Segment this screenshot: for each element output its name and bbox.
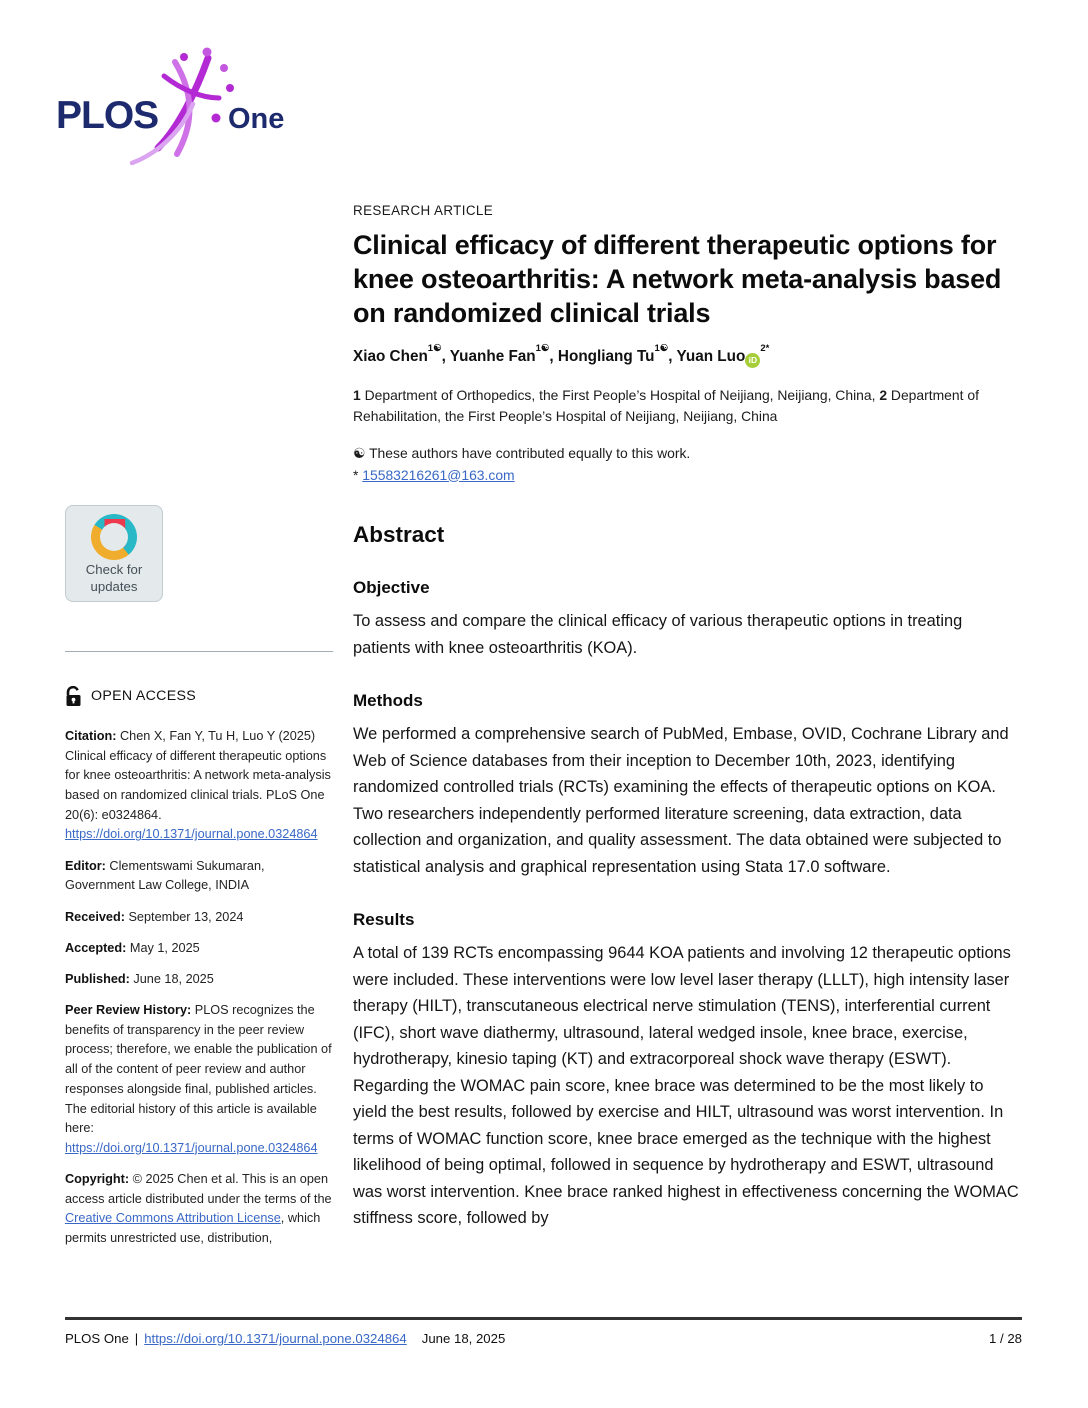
accepted-date: May 1, 2025 (129, 940, 200, 955)
orcid-icon[interactable]: iD (745, 353, 760, 368)
bookmark-icon (104, 519, 125, 547)
published-date: June 18, 2025 (133, 971, 214, 986)
footer-separator: | (134, 1331, 139, 1346)
author-name: Yuan Luo (676, 348, 746, 366)
equal-contribution-text: These authors have contributed equally to this work. (369, 445, 691, 462)
corresponding-email-line (353, 465, 1019, 487)
received-date: September 13, 2024 (128, 909, 244, 924)
open-access-label: OPEN ACCESS (91, 688, 197, 704)
published-block (65, 970, 333, 990)
affil-text: Department of Orthopedics, the First People’s Hospital of Neijiang, Neijiang, China, (360, 387, 880, 404)
plos-one-logo-art (56, 46, 288, 168)
author-separator: , (549, 348, 558, 366)
author-name: Yuanhe Fan (449, 348, 536, 366)
accepted-label: Accepted: (65, 940, 130, 955)
copyright-label: Copyright: (65, 1172, 133, 1187)
peer-review-doi-link[interactable]: https://doi.org/10.1371/journal.pone.0324864 (65, 1140, 318, 1155)
peer-review-label: Peer Review History: (65, 1003, 195, 1018)
sidebar-divider (65, 651, 333, 652)
open-access-row (65, 685, 333, 707)
author-separator: , (441, 348, 450, 366)
editor-text: Clementswami Sukumaran, Government Law College, INDIA (65, 858, 265, 893)
copyright-text: © 2025 Chen et al. This is an open access article distributed under the terms of the (65, 1172, 332, 1206)
citation-text: Chen X, Fan Y, Tu H, Luo Y (2025) Clinical efficacy of different therapeutic options for knee osteoarthritis: A network meta-analysis based on randomized clinical trials. PLoS One 20(6): e0324864. (65, 729, 331, 822)
author-name: Hongliang Tu (557, 348, 655, 366)
author-affil-marker: 1☯ (535, 342, 550, 354)
article-title: Clinical efficacy of different therapeutic options for knee osteoarthritis: A network meta-analysis based on randomized clinical trials (353, 230, 1002, 328)
results-heading: Results (353, 910, 415, 930)
accepted-block (65, 939, 333, 959)
cc-license-link[interactable]: Creative Commons Attribution License (65, 1211, 281, 1226)
methods-heading: Methods (353, 691, 423, 711)
author-affil-marker: 2* (760, 342, 770, 354)
logo-one-text: One (228, 103, 285, 135)
check-for-updates-label: Check for updates (85, 562, 143, 594)
corresponding-email-link[interactable]: 15583216261@163.com (362, 466, 515, 483)
affiliations (353, 385, 1019, 427)
author-separator: , (668, 348, 677, 366)
footer-rule (65, 1317, 1022, 1320)
author-line (353, 342, 1019, 368)
abstract-heading: Abstract (353, 522, 445, 548)
copyright-suffix: , which permits unrestricted use, distribution, (65, 1211, 321, 1246)
article-main (353, 203, 1019, 1232)
citation-label: Citation: (65, 729, 120, 743)
footer-page-number: 1 / 28 (989, 1331, 1022, 1346)
editor-block (65, 857, 333, 896)
copyright-block (65, 1170, 333, 1249)
equal-contribution-symbol: ☯ (353, 445, 370, 462)
affil-number: 1 (353, 387, 361, 404)
peer-review-block (65, 1001, 333, 1159)
affil-number: 2 (879, 387, 888, 404)
editor-label: Editor: (65, 858, 110, 873)
crossmark-ring-icon (91, 514, 137, 560)
citation-block (65, 727, 333, 845)
logo-plos-text: PLOS (56, 94, 159, 137)
email-prefix: * (353, 466, 363, 483)
footer (65, 1331, 1022, 1346)
article-type-kicker: RESEARCH ARTICLE (353, 203, 494, 218)
received-label: Received: (65, 909, 129, 924)
objective-heading: Objective (353, 578, 430, 598)
footer-doi-link[interactable]: https://doi.org/10.1371/journal.pone.0324864 (144, 1331, 407, 1346)
equal-contribution-note (353, 443, 1019, 465)
affil-text: Department of Rehabilitation, the First People’s Hospital of Neijiang, Neijiang, China (353, 387, 979, 425)
methods-paragraph: We performed a comprehensive search of PubMed, Embase, OVID, Cochrane Library and Web of Science databases from their inception to December 10th, 2023, identifying randomized controlled trials (RCTs) examining the effects of therapeutic options on KOA. Two researchers independently performed literature screening, data extraction, data collection and organization, and quality assessment. The data obtained were subjected to statistical analysis and graphical representation using Stata 17.0 software. (353, 725, 1009, 876)
peer-review-text: PLOS recognizes the benefits of transparency in the peer review process; therefore, we enable the publication of all of the content of peer review and author responses alongside final, published articles. The editorial history of this article is available here: (65, 1003, 332, 1136)
results-paragraph: A total of 139 RCTs encompassing 9644 KOA patients and involving 12 therapeutic options were included. These interventions were low level laser therapy (LLLT), high intensity laser therapy (HILT), transcutaneous electrical nerve stimulation (TENS), interferential current (IFC), short wave diathermy, ultrasound, lateral wedged insole, knee brace, exercise, hydrotherapy, kinesio taping (KT) and extracorporeal shock wave therapy (ESWT). Regarding the WOMAC pain score, knee brace was determined to be the most likely to yield the best results, followed by exercise and HILT, ultrasound was worst intervention. In terms of WOMAC function score, knee brace emerged as the technique with the highest likelihood of being optimal, followed in sequence by hydrotherapy and ESWT, ultrasound was worst intervention. Knee brace ranked highest in effectiveness concerning the WOMAC stiffness score, followed by (353, 944, 1019, 1228)
objective-paragraph: To assess and compare the clinical efficacy of various therapeutic options in treating patients with knee osteoarthritis (KOA). (353, 612, 963, 657)
open-lock-icon (65, 686, 82, 707)
author-affil-marker: 1☯ (654, 342, 669, 354)
received-block (65, 908, 333, 928)
author-name: Xiao Chen (353, 348, 428, 366)
sidebar (65, 505, 333, 1260)
check-for-updates-badge[interactable] (65, 505, 163, 602)
plos-one-logo (56, 46, 288, 173)
citation-doi-link[interactable]: https://doi.org/10.1371/journal.pone.0324864 (65, 827, 318, 842)
footer-left (65, 1331, 505, 1346)
published-label: Published: (65, 971, 134, 986)
footer-journal: PLOS One (65, 1331, 129, 1346)
footer-date: June 18, 2025 (421, 1331, 506, 1346)
author-affil-marker: 1☯ (427, 342, 442, 354)
